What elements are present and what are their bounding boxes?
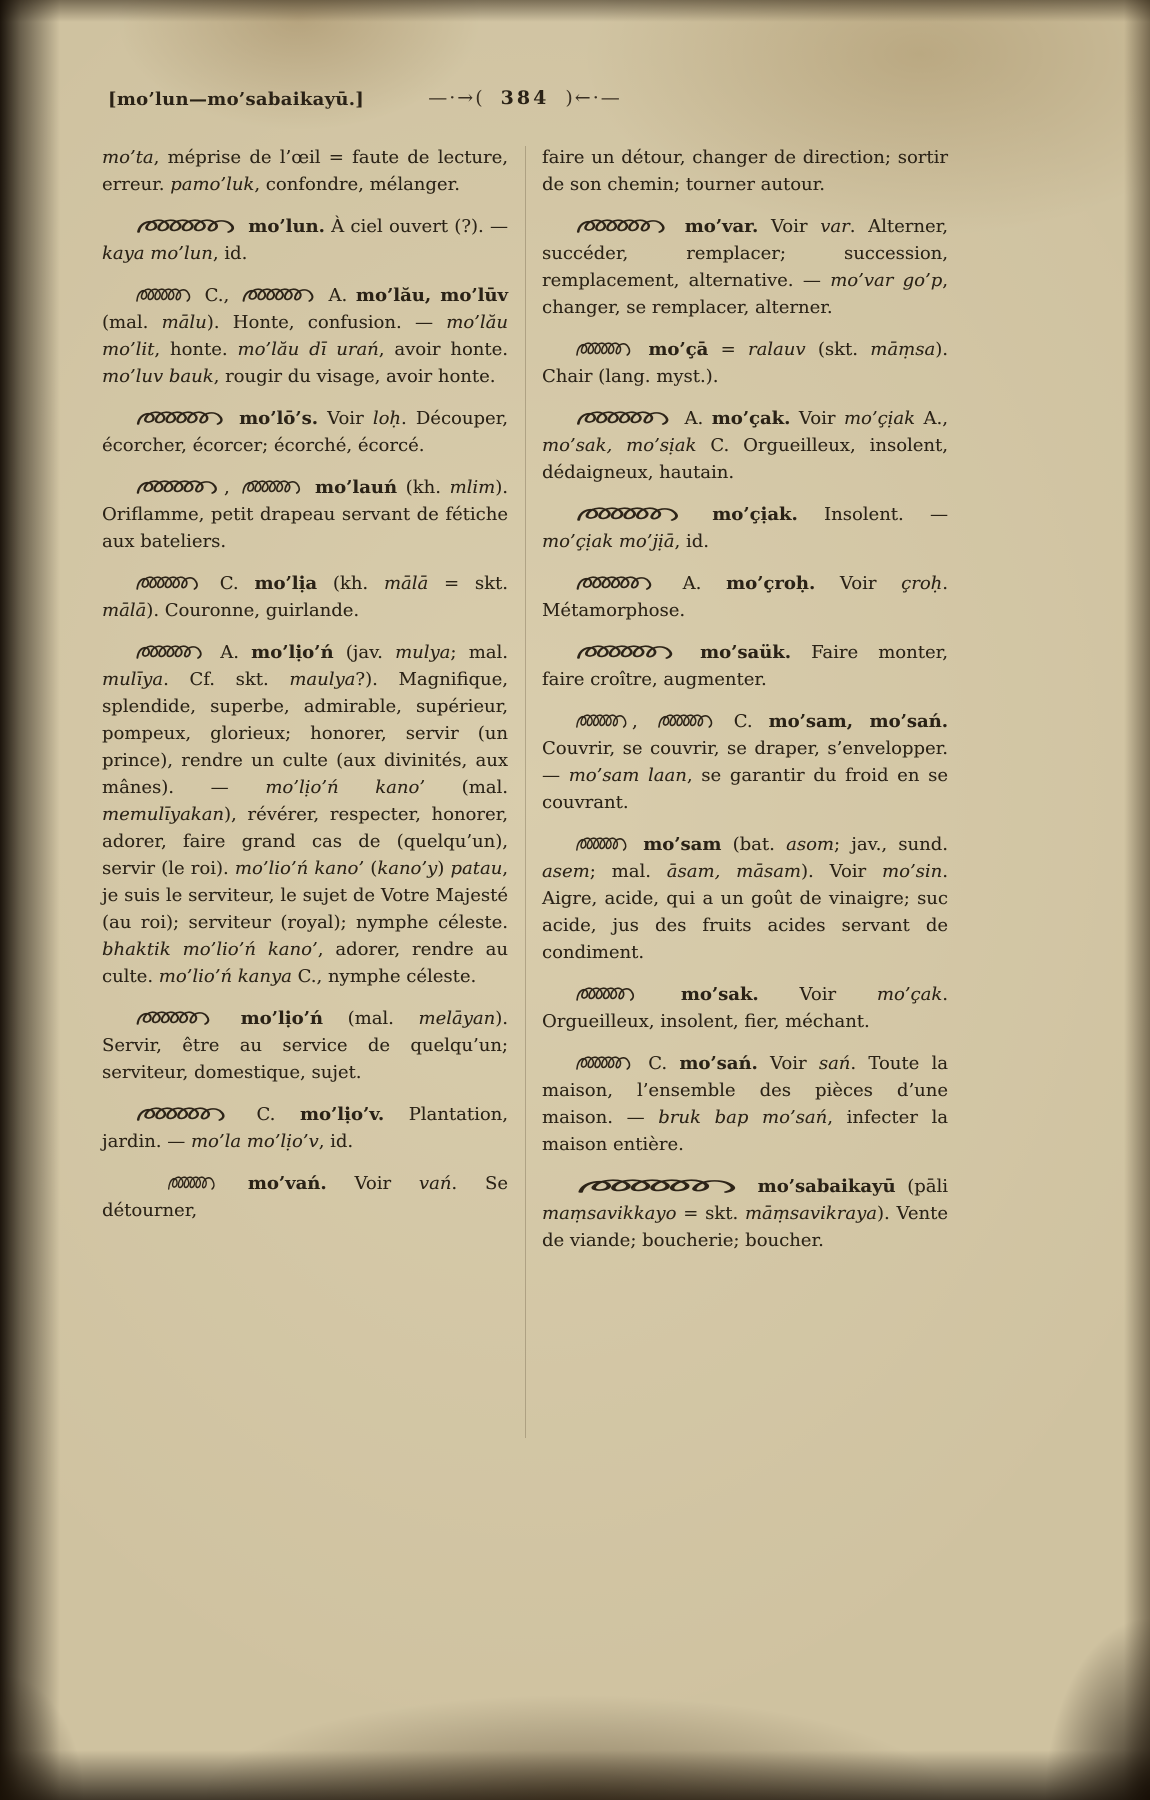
cham-script-glyph [575,503,683,525]
text-run: mo’çak [876,984,943,1005]
text-run: ) [437,858,451,879]
text-run: Faire monter, faire croître, augmenter. [542,642,948,690]
text-run: ; jav., sund. [833,834,948,855]
text-run [686,504,712,525]
entry-mo-sak [542,981,948,1035]
text-run [746,1176,758,1197]
entry-mo-var [542,213,948,321]
text-run: ?). Magnifique, splendide, superbe, admirable, supérieur, pompeux, glorieux; honorer, servir (un prince), rendre un culte (aux divinités, aux mânes). — [102,669,508,798]
text-run: Voir [815,573,902,594]
text-run: kaya mo’lun [102,243,213,264]
text-run: A. [676,408,712,429]
text-run: À ciel ouvert (?). — [324,216,508,237]
text-run: . Se détourner, [102,1173,508,1221]
text-run: mālā [102,600,147,621]
text-run: , se garantir du froid en se couvrant. [542,765,948,813]
text-run: asem [542,861,590,882]
text-run: Voir [758,984,877,1005]
text-run: (kh. [317,573,384,594]
text-run: . Orgueilleux, insolent, fier, méchant. [542,984,948,1032]
right-column [542,144,948,1269]
text-run: C., [196,285,238,306]
text-run: mālu [161,312,207,333]
text-run: , id. [318,1131,354,1152]
text-run: mo’lịo’ń [240,1008,323,1029]
text-run: mo’lău, mo’lūv [355,285,508,306]
text-run: (skt. [805,339,871,360]
text-run: kano’y [377,858,438,879]
text-run [220,1173,248,1194]
entry-mo-croh [542,570,948,624]
text-run: ). Oriflamme, petit drapeau servant de fétiche aux bateliers. [102,477,508,552]
text-run: sań [818,1053,851,1074]
text-run: , méprise de l’œil = faute de lecture, erreur. [102,147,508,195]
text-run: mo’sań. [679,1053,758,1074]
text-run: (bat. [721,834,787,855]
entry-mo-liov [102,1101,508,1155]
ornament-right: )←·— [565,87,622,109]
text-run: mo’sam laan [568,765,687,786]
text-run: Voir [790,408,844,429]
text-run: . Aigre, acide, qui a un goût de vinaigre; suc acide, jus des fruits acides servant de condiment. [542,861,948,963]
text-run: (jav. [333,642,396,663]
text-run: mo’sabaikayū [757,1176,896,1197]
page-number: 384 [500,87,550,109]
text-run [306,477,315,498]
text-run: vań [418,1173,452,1194]
cham-script-glyph [575,983,637,1005]
entry-mo-van [102,1170,508,1224]
text-run: C. Orgueilleux, insolent, dédaigneux, hautain. [542,435,948,483]
text-run: , confondre, mélanger. [254,174,460,195]
entry-mo-lion-1 [102,639,508,990]
text-run: mo’luv bauk [102,366,214,387]
text-run [230,408,239,429]
text-run: patau [450,858,503,879]
text-run: , [224,477,239,498]
entry-mo-van-continuation [542,144,948,198]
text-run: mo’lō’s. [239,408,318,429]
text-run: . Cf. skt. [163,669,290,690]
text-run: A. [319,285,356,306]
text-run: (kh. [397,477,450,498]
text-run: ; mal. [450,642,508,663]
text-run: pamo’luk [170,174,255,195]
cham-script-glyph [135,572,201,594]
text-run: māṃsa [870,339,936,360]
text-run: (pāli [895,1176,948,1197]
text-run: ). Honte, confusion. — [206,312,447,333]
text-run: ralauv [747,339,806,360]
text-run: mo’lău mo’lit [102,312,508,360]
text-run: faire un détour, changer de direction; sortir de son chemin; tourner autour. [542,147,948,195]
text-run [680,642,700,663]
text-run [636,339,648,360]
text-run: C. [204,573,255,594]
text-run: C. [636,1053,680,1074]
entry-mo-los [102,405,508,459]
text-run: , je suis le serviteur, le sujet de Votre Majesté (au roi); serviteur (royal); nymphe céleste. [102,858,509,933]
text-run: mulya [395,642,451,663]
entry-mo-laun [102,474,508,555]
text-run [640,984,681,1005]
text-run: , changer, se remplacer, alterner. [542,270,948,318]
text-run: mo’ta [102,147,154,168]
entry-mo-ciak [542,501,948,555]
text-run: melāyan [418,1008,496,1029]
text-run: Couvrir, se couvrir, se draper, s’envelopper. — [542,738,948,786]
text-run: mo’lio’ń kanya [158,966,292,987]
text-run: . Alterner, succéder, remplacer; succession, remplacement, alternative. — [542,216,948,291]
text-run: mo’lio’ń kano’ [234,858,365,879]
cham-script-glyph [135,215,239,237]
text-run: C. [717,711,769,732]
cham-script-glyph [575,407,673,429]
text-run: ). Vente de viande; boucherie; boucher. [542,1203,948,1251]
text-run: , id. [674,531,709,552]
text-run: Voir [758,216,821,237]
text-run: mo’vań. [247,1173,327,1194]
entry-mo-san [542,1050,948,1158]
text-run: (mal. [322,1008,419,1029]
text-run: . Découper, écorcher, écorcer; écorché, écorcé. [102,408,508,456]
text-run: A., [915,408,948,429]
cham-script-glyph [575,1175,743,1197]
text-run: bruk bap mo’sań [658,1107,828,1128]
text-run: mo’var. [684,216,759,237]
text-run: . Toute la maison, l’ensemble des pièces d’une maison. — [542,1053,948,1128]
text-run: āsam, māsam [666,861,801,882]
text-run: A. [208,642,252,663]
cham-script-glyph [657,710,715,732]
text-run: Voir [326,1173,419,1194]
text-run: mo’sam [643,834,722,855]
column-divider-rule [525,146,526,1438]
text-run: ). Chair (lang. myst.). [542,339,948,387]
text-run: ( [364,858,378,879]
text-run: var [820,216,850,237]
text-run: mlim [449,477,496,498]
headword-range: [mo’lun—mo’sabaikayū.] [108,89,365,110]
text-run: (mal. [102,312,162,333]
text-run: loḥ [372,408,401,429]
cham-script-glyph [241,284,317,306]
text-run: (mal. [425,777,508,798]
text-run: mo’sak. [680,984,759,1005]
text-run: Voir [757,1053,819,1074]
text-run: , rougir du visage, avoir honte. [213,366,496,387]
text-run: = [708,339,748,360]
cham-script-glyph [135,407,227,429]
text-run: memulīyakan [102,804,225,825]
entry-mo-ca [542,336,948,390]
text-run: , infecter la maison entière. [542,1107,948,1155]
cham-script-glyph [135,641,205,663]
text-run: mulīya [102,669,164,690]
entry-mo-lun [102,213,508,267]
entry-mo-lau [102,282,508,390]
text-run: = skt. [428,573,508,594]
text-run: mo’lău dī urań [237,339,379,360]
text-run: , id. [212,243,248,264]
cham-script-glyph [135,1103,229,1125]
cham-script-glyph [135,1007,213,1029]
text-run: mo’lịa [254,573,318,594]
text-run: mo’lịo’v. [299,1104,385,1125]
text-run: maulya [289,669,356,690]
page-header [102,84,948,120]
text-run: mo’lun. [248,216,325,237]
text-run: asom [786,834,834,855]
text-run: , adorer, rendre au culte. [102,939,508,987]
entry-mo-sam-san [542,708,948,816]
entry-mo-ta-continuation [102,144,508,198]
text-run: Plantation, jardin. — [102,1104,508,1152]
text-run: mo’saük. [700,642,792,663]
cham-script-glyph [575,833,629,855]
text-run: mo’lịo’ń [251,642,334,663]
text-run [672,216,685,237]
entry-mo-sabaikayu [542,1173,948,1254]
text-run: mo’çā [648,339,709,360]
cham-script-glyph [575,710,629,732]
text-run: Voir [317,408,373,429]
text-run: C., nymphe céleste. [291,966,477,987]
entry-mo-sam [542,831,948,966]
cham-script-glyph [575,215,669,237]
text-run: mo’çak. [711,408,791,429]
cham-script-glyph [575,641,677,663]
text-run: A. [658,573,727,594]
cham-script-glyph [575,1052,633,1074]
text-run: mo’la mo’lịo’v [190,1131,319,1152]
text-run: mo’sak, mo’sịak [542,435,697,456]
text-run [632,834,643,855]
entry-mo-sauk [542,639,948,693]
entry-mo-cak [542,405,948,486]
text-run: ; mal. [589,861,667,882]
text-run: Insolent. — [797,504,948,525]
text-run: çroḥ [901,573,943,594]
text-run: mālā [383,573,429,594]
text-run: mo’lauń [315,477,398,498]
text-run: māṃsavikraya [744,1203,877,1224]
left-column [102,144,508,1269]
text-run: , avoir honte. [378,339,508,360]
text-run: ). Servir, être au service de quelqu’un; serviteur, domestique, sujet. [102,1008,508,1083]
cham-script-glyph [167,1172,217,1194]
text-run: mo’çịak. [712,504,798,525]
entry-mo-lia [102,570,508,624]
cham-script-glyph [575,572,655,594]
text-run: mo’çroḥ. [726,573,816,594]
text-run: ). Voir [801,861,883,882]
cham-script-glyph [135,284,193,306]
cham-script-glyph [241,476,303,498]
text-run: = skt. [676,1203,745,1224]
text-run: C. [232,1104,300,1125]
text-run: bhaktik mo’lio’ń kano’ [102,939,318,960]
cham-script-glyph [135,476,221,498]
entry-mo-lion-2 [102,1005,508,1086]
text-run: mo’lịo’ń kano’ [265,777,426,798]
text-run: ), révérer, respecter, honorer, adorer, faire grand cas de (quelqu’un), servir (le roi). [102,804,508,879]
cham-script-glyph [575,338,633,360]
text-run: mo’çịak mo’jịā [542,531,675,552]
page-content [102,84,948,1269]
text-run: mo’çịak [843,408,916,429]
text-run: , [632,711,654,732]
text-run: maṃsavikkayo [542,1203,677,1224]
text-run: ). Couronne, guirlande. [146,600,360,621]
ornament-left: —·→( [428,87,485,109]
text-run: , honte. [154,339,238,360]
text-run: mo’var go’p [830,270,943,291]
text-run: mo’sam, mo’sań. [768,711,948,732]
text-run: . Métamorphose. [542,573,948,621]
text-run: mo’sin [882,861,943,882]
text-run [216,1008,241,1029]
